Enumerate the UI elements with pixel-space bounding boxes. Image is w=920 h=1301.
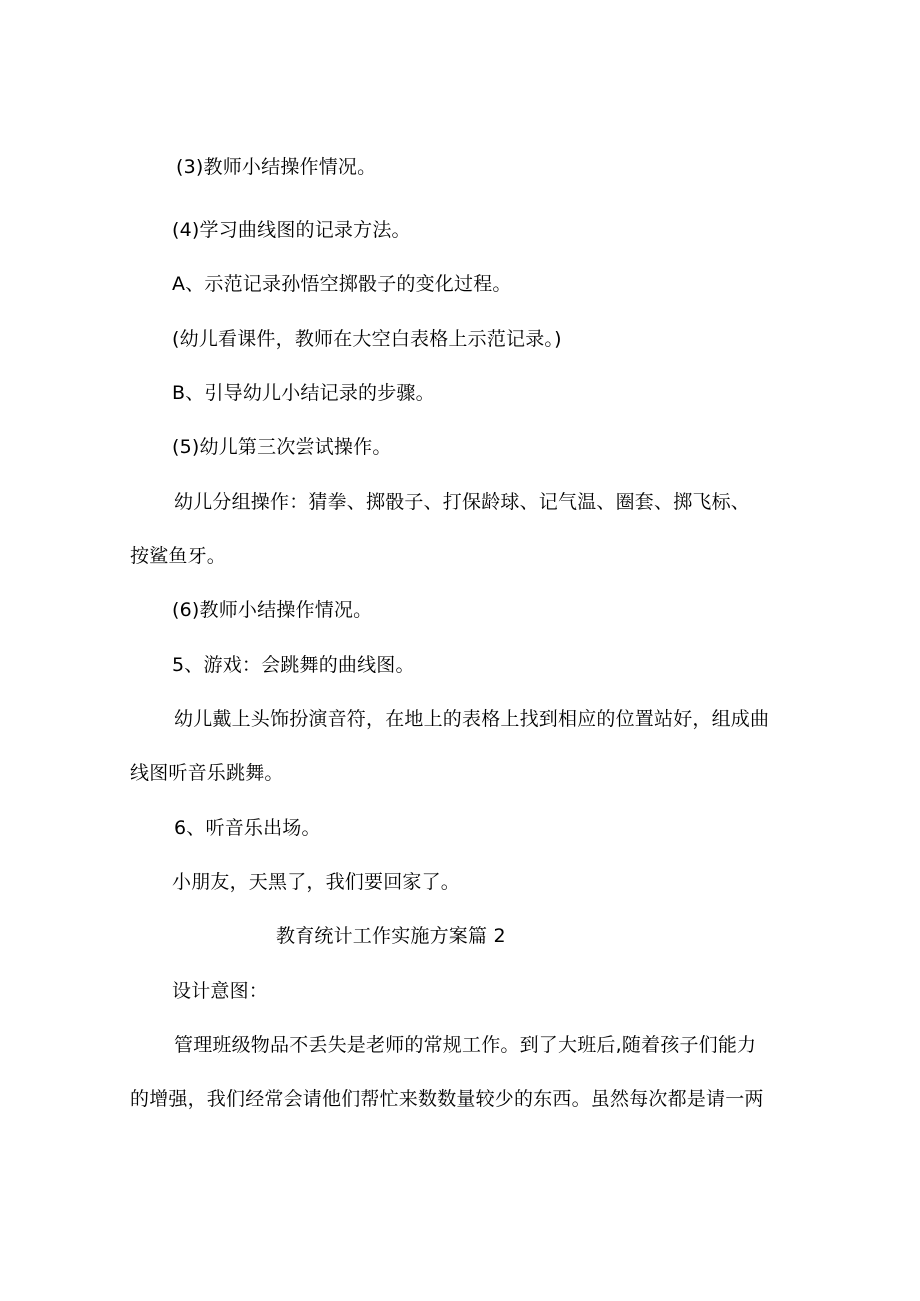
text-line-step-3: (3)教师小结操作情况。 [176,156,377,178]
section-heading: 教育统计工作实施方案篇 2 [276,925,506,947]
text-line-closing: 小朋友，天黑了，我们要回家了。 [172,871,461,893]
text-line-game-description-cont: 线图听音乐跳舞。 [130,762,284,784]
text-line-section-5: 5、游戏：会跳舞的曲线图。 [172,654,415,676]
text-line-note: (幼儿看课件，教师在大空白表格上示范记录。) [172,328,562,350]
text-line-item-a: A、示范记录孙悟空掷骰子的变化过程。 [172,273,512,295]
text-line-group-activities: 幼儿分组操作：猜拳、掷骰子、打保龄球、记气温、圈套、掷飞标、 [174,491,751,513]
text-line-step-4: (4)学习曲线图的记录方法。 [172,219,411,241]
text-line-game-description: 幼儿戴上头饰扮演音符，在地上的表格上找到相应的位置站好，组成曲 [174,708,770,730]
text-line-section-6: 6、听音乐出场。 [174,817,321,839]
text-line-item-b: B、引导幼儿小结记录的步骤。 [172,382,435,404]
text-line-step-5: (5)幼儿第三次尝试操作。 [172,436,392,458]
text-line-paragraph-cont: 的增强，我们经常会请他们帮忙来数数量较少的东西。虽然每次都是请一两 [130,1088,764,1110]
text-line-design-intent-label: 设计意图： [172,980,269,1002]
text-line-step-6: (6)教师小结操作情况。 [172,599,373,621]
text-line-paragraph: 管理班级物品不丢失是老师的常规工作。到了大班后,随着孩子们能力 [174,1034,757,1056]
text-line-group-activities-cont: 按鲨鱼牙。 [130,545,227,567]
